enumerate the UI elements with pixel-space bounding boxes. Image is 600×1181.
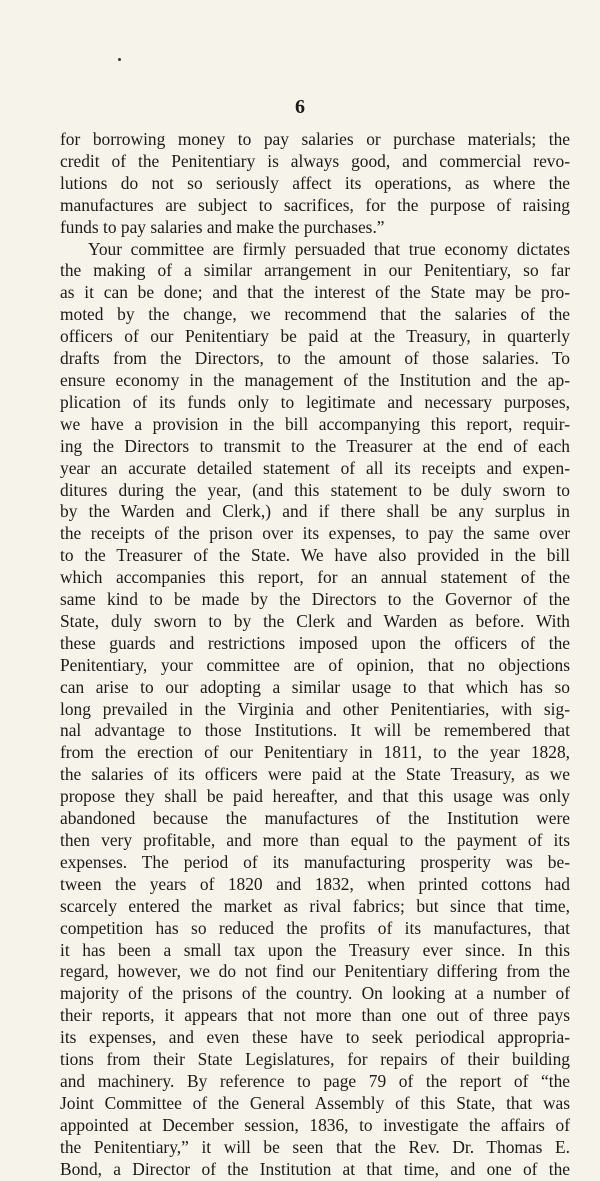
text-line: then very profitable, and more than equal to the payment of its <box>60 830 570 850</box>
ink-speck <box>118 58 121 61</box>
page-number: 6 <box>295 96 305 118</box>
text-line: we have a provision in the bill accompanying this report, requir- <box>60 413 570 434</box>
text-line: officers of our Penitentiary be paid at the Treasury, in quarterly <box>60 326 570 347</box>
text-line: expenses. The period of its manufacturing prosperity was be- <box>60 851 570 872</box>
text-line: their reports, it appears that not more than one out of three pays <box>60 1005 570 1026</box>
text-line: Penitentiary, your committee are of opinion, that no objections <box>60 654 570 675</box>
text-line: to the Treasurer of the State. We have also provided in the bill <box>60 545 570 566</box>
text-line: for borrowing money to pay salaries or purchase materials; the <box>60 129 570 149</box>
text-line: drafts from the Directors, to the amount of those salaries. To <box>60 348 570 369</box>
text-line: year an accurate detailed statement of all its receipts and expen- <box>60 457 570 478</box>
text-line: same kind to be made by the Directors to the Governor of the <box>60 589 570 610</box>
text-line: tions from their State Legislatures, for repairs of their building <box>60 1049 570 1070</box>
text-line: plication of its funds only to legitimate and necessary purposes, <box>60 391 570 412</box>
text-line: competition has so reduced the profits of its manufactures, that <box>60 917 570 938</box>
text-line: tween the years of 1820 and 1832, when printed cottons had <box>60 873 570 894</box>
text-line: the making of a similar arrangement in our Penitentiary, so far <box>60 260 570 281</box>
text-line: lutions do not so seriously affect its operations, as where the <box>60 172 570 193</box>
text-line: abandoned because the manufactures of the Institution were <box>60 808 570 829</box>
text-line: funds to pay salaries and make the purchases.” <box>60 216 385 237</box>
text-line: the receipts of the prison over its expenses, to pay the same over <box>60 523 570 544</box>
text-line: scarcely entered the market as rival fabrics; but since that time, <box>60 895 570 916</box>
body-text <box>60 129 570 1181</box>
text-line: manufactures are subject to sacrifices, for the purpose of raising <box>60 194 570 215</box>
text-line: and machinery. By reference to page 79 of the report of “the <box>60 1070 570 1091</box>
text-line: majority of the prisons of the country. On looking at a number of <box>60 983 570 1004</box>
text-line: ensure economy in the management of the Institution and the ap- <box>60 369 570 390</box>
text-line: by the Warden and Clerk,) and if there shall be any surplus in <box>60 501 570 522</box>
text-line: the salaries of its officers were paid at the State Treasury, as we <box>60 764 570 785</box>
text-line: Your committee are firmly persuaded that true economy dictates <box>88 238 570 259</box>
text-line: these guards and restrictions imposed upon the officers of the <box>60 632 570 653</box>
text-line: State, duly sworn to by the Clerk and Warden as before. With <box>60 610 570 631</box>
text-line: Bond, a Director of the Institution at that time, and one of the <box>60 1158 570 1179</box>
text-line: long prevailed in the Virginia and other Penitentiaries, with sig- <box>60 698 570 719</box>
text-line: propose they shall be paid hereafter, and that this usage was only <box>60 786 570 807</box>
text-line: Joint Committee of the General Assembly of this State, that was <box>60 1092 570 1113</box>
text-line: it has been a small tax upon the Treasury ever since. In this <box>60 939 570 960</box>
text-line: ditures during the year, (and this statement to be duly sworn to <box>60 479 570 500</box>
text-line: ing the Directors to transmit to the Treasurer at the end of each <box>60 435 570 456</box>
text-line: the Penitentiary,” it will be seen that the Rev. Dr. Thomas E. <box>60 1136 570 1157</box>
text-line: appointed at December session, 1836, to investigate the affairs of <box>60 1114 570 1135</box>
text-line: moted by the change, we recommend that the salaries of the <box>60 304 570 325</box>
text-line: nal advantage to those Institutions. It will be remembered that <box>60 720 570 741</box>
text-line: credit of the Penitentiary is always good, and commercial revo- <box>60 150 570 171</box>
text-line: its expenses, and even these have to seek periodical appropria- <box>60 1027 570 1048</box>
text-line: can arise to our adopting a similar usage to that which has so <box>60 676 570 697</box>
text-line: which accompanies this report, for an annual statement of the <box>60 567 570 588</box>
text-line: as it can be done; and that the interest of the State may be pro- <box>60 282 570 303</box>
text-line: regard, however, we do not find our Penitentiary differing from the <box>60 961 570 982</box>
text-line: from the erection of our Penitentiary in 1811, to the year 1828, <box>60 742 570 763</box>
